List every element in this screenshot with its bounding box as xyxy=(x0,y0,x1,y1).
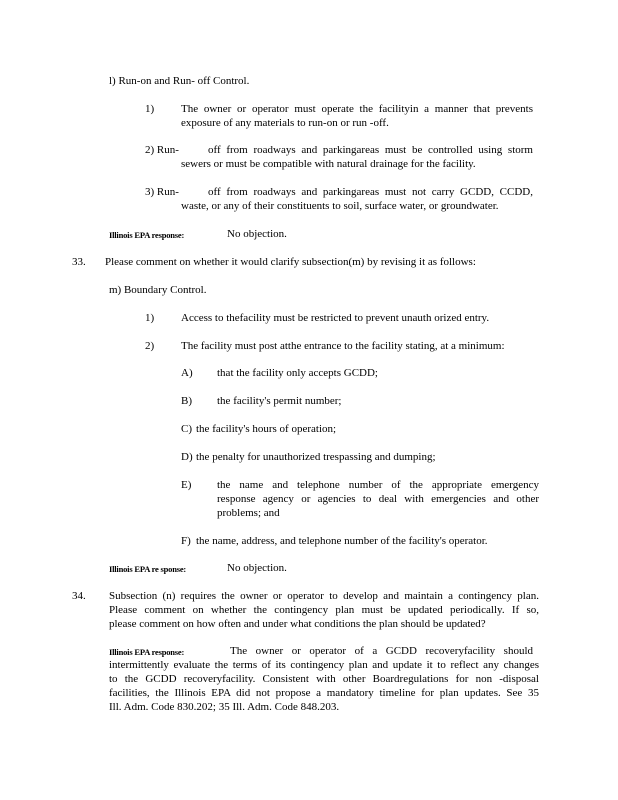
section-l-response-label: Illinois EPA response: xyxy=(109,230,185,240)
q34-response-label: Illinois EPA response: xyxy=(109,647,185,657)
q33-subitem-f-letter: F) xyxy=(181,535,191,547)
q33-response-label: Illinois EPA re sponse: xyxy=(109,564,187,574)
section-l-heading: l) Run-on and Run- off Control. xyxy=(109,75,250,87)
q33-subitem-c-letter: C) xyxy=(181,423,192,435)
q33-subheading: m) Boundary Control. xyxy=(109,284,207,296)
section-l-item-3-num: 3) Run- xyxy=(145,186,179,198)
section-l-item-1-num: 1) xyxy=(145,103,155,115)
q33-subitem-e-line3: problems; and xyxy=(217,507,280,519)
q33-subitem-e-line1: the name and telephone number of the appropriate emergency xyxy=(217,479,539,491)
q34-response-line4: facilities, the Illinois EPA did not propose a mandatory timeline for plan updates. See 35 xyxy=(109,687,539,699)
q33-item-2-text: The facility must post atthe entrance to the facility stating, at a minimum: xyxy=(181,340,505,352)
section-l-item-2-num: 2) Run- xyxy=(145,144,179,156)
q33-subitem-e-line2: response agency or agencies to deal with emergencies and other xyxy=(217,493,539,505)
q34-number: 34. xyxy=(72,590,86,602)
q34-response-line2: intermittently evaluate the terms of its contingency plan and update it to reflect any changes xyxy=(109,659,539,671)
q33-response-text: No objection. xyxy=(227,562,287,574)
section-l-item-1-line1: The owner or operator must operate the facilityin a manner that prevents xyxy=(181,103,533,115)
q33-subitem-a-text: that the facility only accepts GCDD; xyxy=(217,367,378,379)
q33-question: Please comment on whether it would clarify subsection(m) by revising it as follows: xyxy=(105,256,476,268)
q33-number: 33. xyxy=(72,256,86,268)
section-l-item-3-line2: waste, or any of their constituents to soil, surface water, or groundwater. xyxy=(181,200,499,212)
q33-subitem-d-letter: D) xyxy=(181,451,193,463)
section-l-item-1-line2: exposure of any materials to run-on or run -off. xyxy=(181,117,389,129)
section-l-item-2-line1: off from roadways and parkingareas must be controlled using storm xyxy=(208,144,533,156)
section-l-item-2-line2: sewers or must be compatible with natural drainage for the facility. xyxy=(181,158,476,170)
q33-subitem-b-letter: B) xyxy=(181,395,192,407)
q34-question-line2: Please comment on whether the contingency plan must be updated periodically. If so, xyxy=(109,604,539,616)
q33-item-2-num: 2) xyxy=(145,340,155,352)
q33-item-1-text: Access to thefacility must be restricted to prevent unauth orized entry. xyxy=(181,312,490,324)
section-l-item-3-line1: off from roadways and parkingareas must not carry GCDD, CCDD, xyxy=(208,186,533,198)
q33-subitem-b-text: the facility's permit number; xyxy=(217,395,342,407)
q33-subitem-c-text: the facility's hours of operation; xyxy=(196,423,337,435)
q33-subitem-e-letter: E) xyxy=(181,479,192,491)
q34-question-line1: Subsection (n) requires the owner or operator to develop and maintain a contingency plan. xyxy=(109,590,539,602)
q34-response-line5: Ill. Adm. Code 830.202; 35 Ill. Adm. Code 848.203. xyxy=(109,701,340,713)
q34-response-line3: to the GCDD recoveryfacility. Consistent with other Boardregulations for non -disposal xyxy=(109,673,539,685)
q34-question-line3: please comment on how often and under what conditions the plan should be updated? xyxy=(109,618,486,630)
section-l-response-text: No objection. xyxy=(227,228,287,240)
q33-subitem-d-text: the penalty for unauthorized trespassing and dumping; xyxy=(196,451,436,463)
q33-subitem-f-text: the name, address, and telephone number of the facility's operator. xyxy=(196,535,488,547)
q34-response-line1: The owner or operator of a GCDD recoveryfacility should xyxy=(230,645,533,657)
q33-item-1-num: 1) xyxy=(145,312,155,324)
q33-subitem-a-letter: A) xyxy=(181,367,193,379)
